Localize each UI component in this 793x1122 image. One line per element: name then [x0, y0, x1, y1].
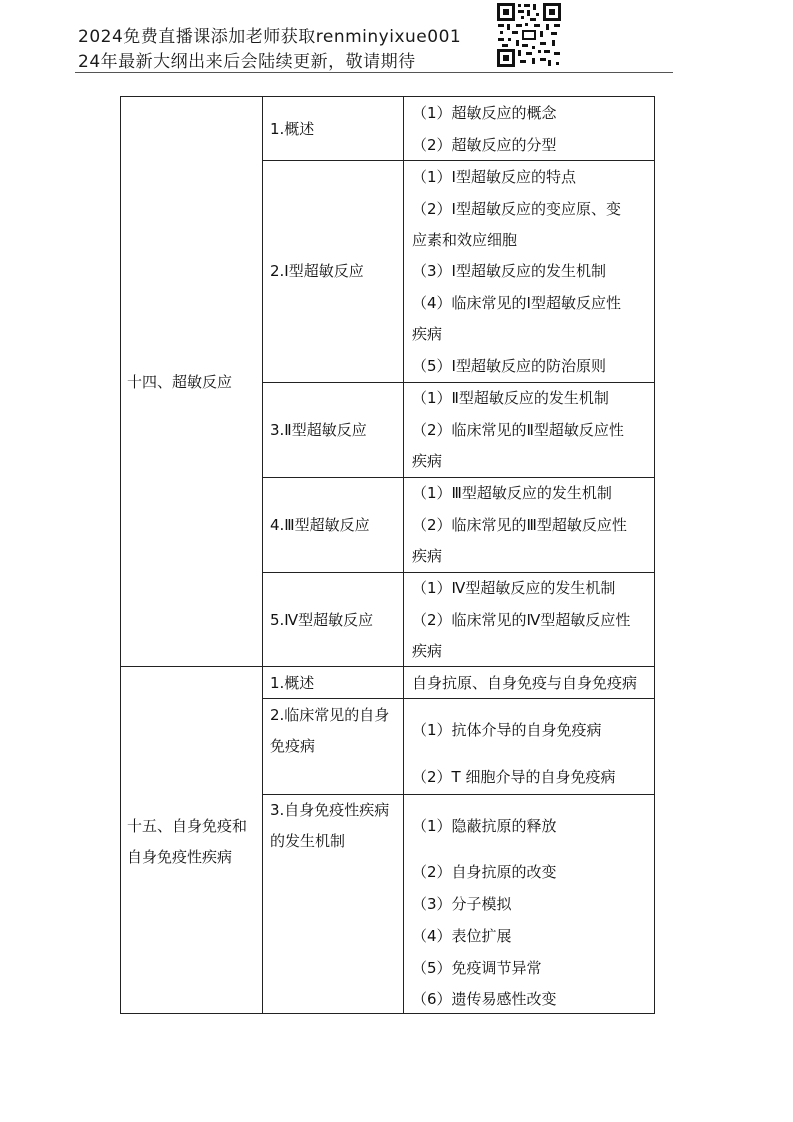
s14-sub2-item2: （2）Ⅰ型超敏反应的变应原、变: [412, 200, 621, 218]
s15-sub3-item1: （1）隐蔽抗原的释放: [412, 817, 557, 835]
s14-sub2-item3: （3）Ⅰ型超敏反应的发生机制: [412, 262, 606, 280]
s14-sub3-item1: （1）Ⅱ型超敏反应的发生机制: [412, 389, 609, 407]
s15-sub2-item1: （1）抗体介导的自身免疫病: [412, 721, 602, 739]
s15-sub3-label-line2: 的发生机制: [270, 832, 346, 850]
s14-sub2-item4-cont: 疾病: [412, 325, 443, 343]
s14-sub5-item2: （2）临床常见的Ⅳ型超敏反应性: [412, 611, 631, 629]
section-14-title: 十四、超敏反应: [127, 373, 233, 391]
section-15-title-line1: 十五、自身免疫和: [127, 817, 248, 835]
s15-sub3-item3: （3）分子模拟: [412, 895, 512, 913]
s15-sub3-label-line1: 3.自身免疫性疾病: [270, 801, 390, 819]
s14-sub1-item2: （2）超敏反应的分型: [412, 136, 557, 154]
header-divider: [75, 72, 673, 73]
s14-sub3-label: 3.Ⅱ型超敏反应: [270, 421, 367, 439]
s15-sub3-item6: （6）遗传易感性改变: [412, 990, 557, 1008]
header-promo-line-1: 2024免费直播课添加老师获取renminyixue001: [78, 27, 462, 47]
s15-sub2-item2: （2）T 细胞介导的自身免疫病: [412, 768, 616, 786]
s14-sub5-item2-cont: 疾病: [412, 642, 443, 660]
s15-sub3-item5: （5）免疫调节异常: [412, 959, 542, 977]
s14-sub2-item2-cont: 应素和效应细胞: [412, 231, 518, 249]
s14-sub5-label: 5.Ⅳ型超敏反应: [270, 611, 374, 629]
s14-sub4-item2: （2）临床常见的Ⅲ型超敏反应性: [412, 516, 627, 534]
s15-sub2-label-line1: 2.临床常见的自身: [270, 706, 390, 724]
s14-sub3-item2: （2）临床常见的Ⅱ型超敏反应性: [412, 421, 624, 439]
s14-sub2-item1: （1）Ⅰ型超敏反应的特点: [412, 168, 576, 186]
s15-sub1-item1: 自身抗原、自身免疫与自身免疫病: [412, 674, 638, 692]
s15-sub2-label-line2: 免疫病: [270, 737, 316, 755]
s15-sub1-label: 1.概述: [270, 674, 315, 692]
s14-sub4-item2-cont: 疾病: [412, 547, 443, 565]
section-15-title-line2: 自身免疫性疾病: [127, 848, 233, 866]
s15-sub3-item2: （2）自身抗原的改变: [412, 863, 557, 881]
header-promo-line-2: 24年最新大纲出来后会陆续更新，敬请期待: [78, 52, 416, 72]
s14-sub3-item2-cont: 疾病: [412, 452, 443, 470]
s14-sub4-item1: （1）Ⅲ型超敏反应的发生机制: [412, 484, 612, 502]
s15-sub3-item4: （4）表位扩展: [412, 927, 512, 945]
s14-sub2-label: 2.Ⅰ型超敏反应: [270, 262, 364, 280]
qr-code: [496, 2, 562, 68]
s14-sub5-item1: （1）Ⅳ型超敏反应的发生机制: [412, 579, 616, 597]
s14-sub2-item4: （4）临床常见的Ⅰ型超敏反应性: [412, 294, 621, 312]
s14-sub1-label: 1.概述: [270, 120, 315, 138]
s14-sub1-item1: （1）超敏反应的概念: [412, 104, 557, 122]
s14-sub2-item5: （5）Ⅰ型超敏反应的防治原则: [412, 357, 606, 375]
s14-sub4-label: 4.Ⅲ型超敏反应: [270, 516, 370, 534]
